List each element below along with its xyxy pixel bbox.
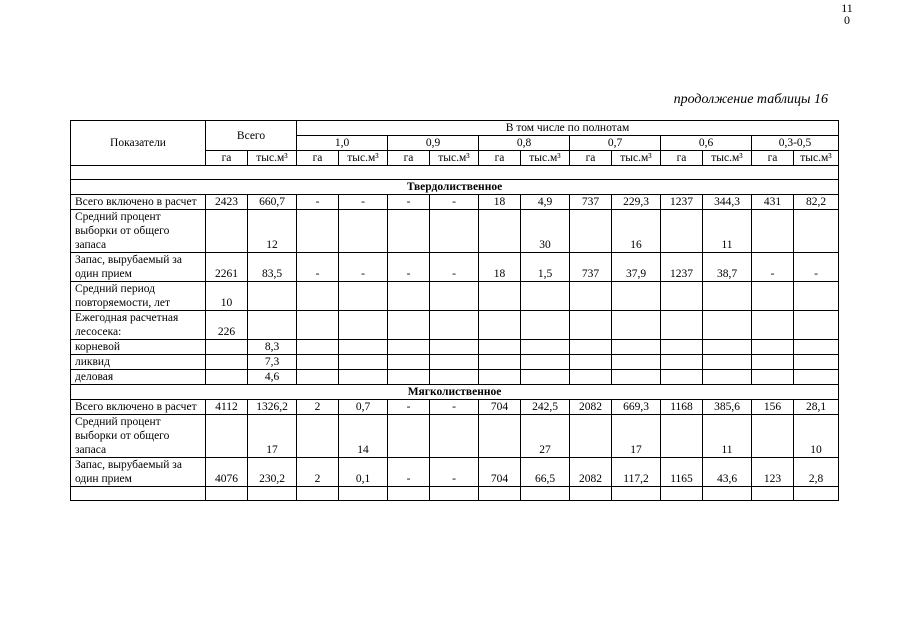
table-cell: 669,3 [612,400,661,415]
table-cell [703,311,752,340]
table-cell: 737 [570,253,612,282]
table-cell: 1168 [661,400,703,415]
row-label: Запас, вырубаемый за один прием [71,253,206,282]
table-cell [703,355,752,370]
table-cell [297,355,339,370]
table-cell: - [752,253,794,282]
table-cell [703,340,752,355]
table-caption: продолжение таблицы 16 [673,92,828,107]
table-cell [661,355,703,370]
table-cell: 2,8 [794,458,839,487]
table-cell [521,370,570,385]
row-label: деловая [71,370,206,385]
table-cell [752,340,794,355]
table-cell [388,210,430,253]
row-label: корневой [71,340,206,355]
table-cell: - [388,458,430,487]
table-cell [479,282,521,311]
table-cell: 226 [206,311,248,340]
table-cell: 16 [612,210,661,253]
table-cell [248,282,297,311]
table-cell [479,370,521,385]
table-row [71,370,839,385]
table-cell [661,370,703,385]
table-cell [339,311,388,340]
table-cell: 30 [521,210,570,253]
table-cell [794,355,839,370]
row-label: Ежегодная расчетная лесосека: [71,311,206,340]
table-cell: - [388,400,430,415]
table-row [71,195,839,210]
section-row [71,180,839,195]
table-cell: 156 [752,400,794,415]
table-cell [430,210,479,253]
section-row [71,385,839,400]
table-cell [430,311,479,340]
table-cell: 4,9 [521,195,570,210]
header-density: 0,3-0,5 [752,136,839,151]
table-row [71,355,839,370]
row-label: Запас, вырубаемый за один прием [71,458,206,487]
table-cell: 38,7 [703,253,752,282]
header-unit-ha: га [479,151,521,166]
section-title: Твердолиственное [71,180,839,195]
table-cell [430,340,479,355]
table-cell [297,311,339,340]
header-unit-vol: тыс.м³ [521,151,570,166]
header-density: 0,6 [661,136,752,151]
table-cell: 17 [248,415,297,458]
table-cell [752,355,794,370]
table-cell [388,415,430,458]
table-row [71,282,839,311]
table-cell: 1165 [661,458,703,487]
header-density: 1,0 [297,136,388,151]
header-unit-vol: тыс.м³ [339,151,388,166]
table-cell: 123 [752,458,794,487]
table-cell: - [430,458,479,487]
table-cell: 230,2 [248,458,297,487]
table-cell: 2082 [570,400,612,415]
table-cell: - [794,253,839,282]
table-cell: 2261 [206,253,248,282]
table-cell: 66,5 [521,458,570,487]
table-cell: 28,1 [794,400,839,415]
table-cell: 4076 [206,458,248,487]
table-cell: 1,5 [521,253,570,282]
table-cell: 4,6 [248,370,297,385]
table-cell [339,282,388,311]
table-cell [521,311,570,340]
table-cell: 14 [339,415,388,458]
table-cell: 43,6 [703,458,752,487]
table-cell [297,415,339,458]
table-cell: - [430,195,479,210]
table-cell: 11 [703,210,752,253]
table-cell: - [388,195,430,210]
table-cell: 82,2 [794,195,839,210]
table-cell [339,355,388,370]
table-cell [430,282,479,311]
table-cell [479,355,521,370]
table-cell [206,415,248,458]
table-cell [752,370,794,385]
table-cell: - [430,400,479,415]
table-cell [388,370,430,385]
table-cell: 385,6 [703,400,752,415]
table-cell [339,340,388,355]
table-cell [752,311,794,340]
table-cell [297,210,339,253]
table-cell [479,210,521,253]
header-unit-vol: тыс.м³ [703,151,752,166]
table-cell [703,370,752,385]
table-cell: 2082 [570,458,612,487]
table-cell [388,355,430,370]
table-cell: 7,3 [248,355,297,370]
table-cell [794,370,839,385]
header-indicators: Показатели [71,121,206,166]
table-cell [388,282,430,311]
table-cell [612,311,661,340]
table-cell: 117,2 [612,458,661,487]
table-cell [430,415,479,458]
table-cell [752,210,794,253]
row-label: Средний период повторяемости, лет [71,282,206,311]
table-cell [661,210,703,253]
table-cell [612,355,661,370]
table-cell [479,340,521,355]
data-table [70,120,839,501]
table-cell [703,282,752,311]
header-density: 0,8 [479,136,570,151]
table-row [71,400,839,415]
table-cell: 704 [479,458,521,487]
table-cell [339,370,388,385]
table-cell [479,415,521,458]
header-unit-vol: тыс.м³ [612,151,661,166]
table-cell: 10 [794,415,839,458]
table-cell: 660,7 [248,195,297,210]
header-unit-ha: га [297,151,339,166]
table-row [71,253,839,282]
table-cell [752,415,794,458]
table-cell [570,340,612,355]
table-cell: 83,5 [248,253,297,282]
table-cell [570,370,612,385]
blank-row [71,487,839,501]
table-cell [794,340,839,355]
table-cell [570,311,612,340]
table-cell: 1237 [661,253,703,282]
table-cell [297,340,339,355]
table-cell: 0,1 [339,458,388,487]
table-row [71,210,839,253]
table-cell [570,210,612,253]
table-cell: 8,3 [248,340,297,355]
table-row [71,415,839,458]
table-cell: 0,7 [339,400,388,415]
table-cell: 242,5 [521,400,570,415]
table-cell [206,340,248,355]
table-cell [297,282,339,311]
table-cell [297,370,339,385]
header-unit-ha: га [752,151,794,166]
table-cell [794,311,839,340]
table-cell [248,311,297,340]
table-cell [612,282,661,311]
table-cell [521,282,570,311]
table-cell: - [430,253,479,282]
header-unit-vol: тыс.м³ [248,151,297,166]
table-cell [570,355,612,370]
table-cell [388,340,430,355]
table-row [71,340,839,355]
header-unit-vol: тыс.м³ [794,151,839,166]
header-unit-ha: га [206,151,248,166]
table-cell [521,340,570,355]
table-cell [206,210,248,253]
table-cell: - [297,195,339,210]
table-cell: 1237 [661,195,703,210]
table-cell: 1326,2 [248,400,297,415]
header-unit-ha: га [570,151,612,166]
row-label: Средний процент выборки от общего запаса [71,210,206,253]
table-cell: 704 [479,400,521,415]
table-cell: 10 [206,282,248,311]
page-number: 11 0 [841,2,853,24]
table-cell: 229,3 [612,195,661,210]
table-row [71,311,839,340]
table-cell: 737 [570,195,612,210]
table-cell [794,210,839,253]
table-row [71,458,839,487]
table-cell: 18 [479,195,521,210]
table-cell [430,370,479,385]
table-cell [430,355,479,370]
table-cell [521,355,570,370]
table-cell: - [339,253,388,282]
table-cell: 17 [612,415,661,458]
table-cell: 37,9 [612,253,661,282]
table-cell: 18 [479,253,521,282]
header-total: Всего [206,121,297,151]
row-label: ликвид [71,355,206,370]
table-cell: 431 [752,195,794,210]
table-cell: 2423 [206,195,248,210]
section-title: Мягколиственное [71,385,839,400]
table-cell: 11 [703,415,752,458]
table-cell [661,340,703,355]
table-cell: 2 [297,458,339,487]
row-label: Средний процент выборки от общего запаса [71,415,206,458]
table-cell [206,355,248,370]
blank-row [71,166,839,180]
header-density: 0,7 [570,136,661,151]
table-cell: 12 [248,210,297,253]
table-cell: - [339,195,388,210]
table-cell [570,415,612,458]
header-unit-ha: га [661,151,703,166]
table-cell [752,282,794,311]
table-cell [206,370,248,385]
table-cell: 344,3 [703,195,752,210]
row-label: Всего включено в расчет [71,195,206,210]
header-unit-ha: га [388,151,430,166]
table-cell [661,311,703,340]
row-label: Всего включено в расчет [71,400,206,415]
table-cell: - [297,253,339,282]
table-cell [661,415,703,458]
table-cell [339,210,388,253]
header-density: 0,9 [388,136,479,151]
table-cell [661,282,703,311]
table-cell [612,340,661,355]
table-cell [612,370,661,385]
table-cell [794,282,839,311]
table-cell [479,311,521,340]
table-cell: 27 [521,415,570,458]
table-cell: 2 [297,400,339,415]
header-including: В том числе по полнотам [297,121,839,136]
table-cell: - [388,253,430,282]
table-cell [388,311,430,340]
table-cell [570,282,612,311]
table-cell: 4112 [206,400,248,415]
header-unit-vol: тыс.м³ [430,151,479,166]
